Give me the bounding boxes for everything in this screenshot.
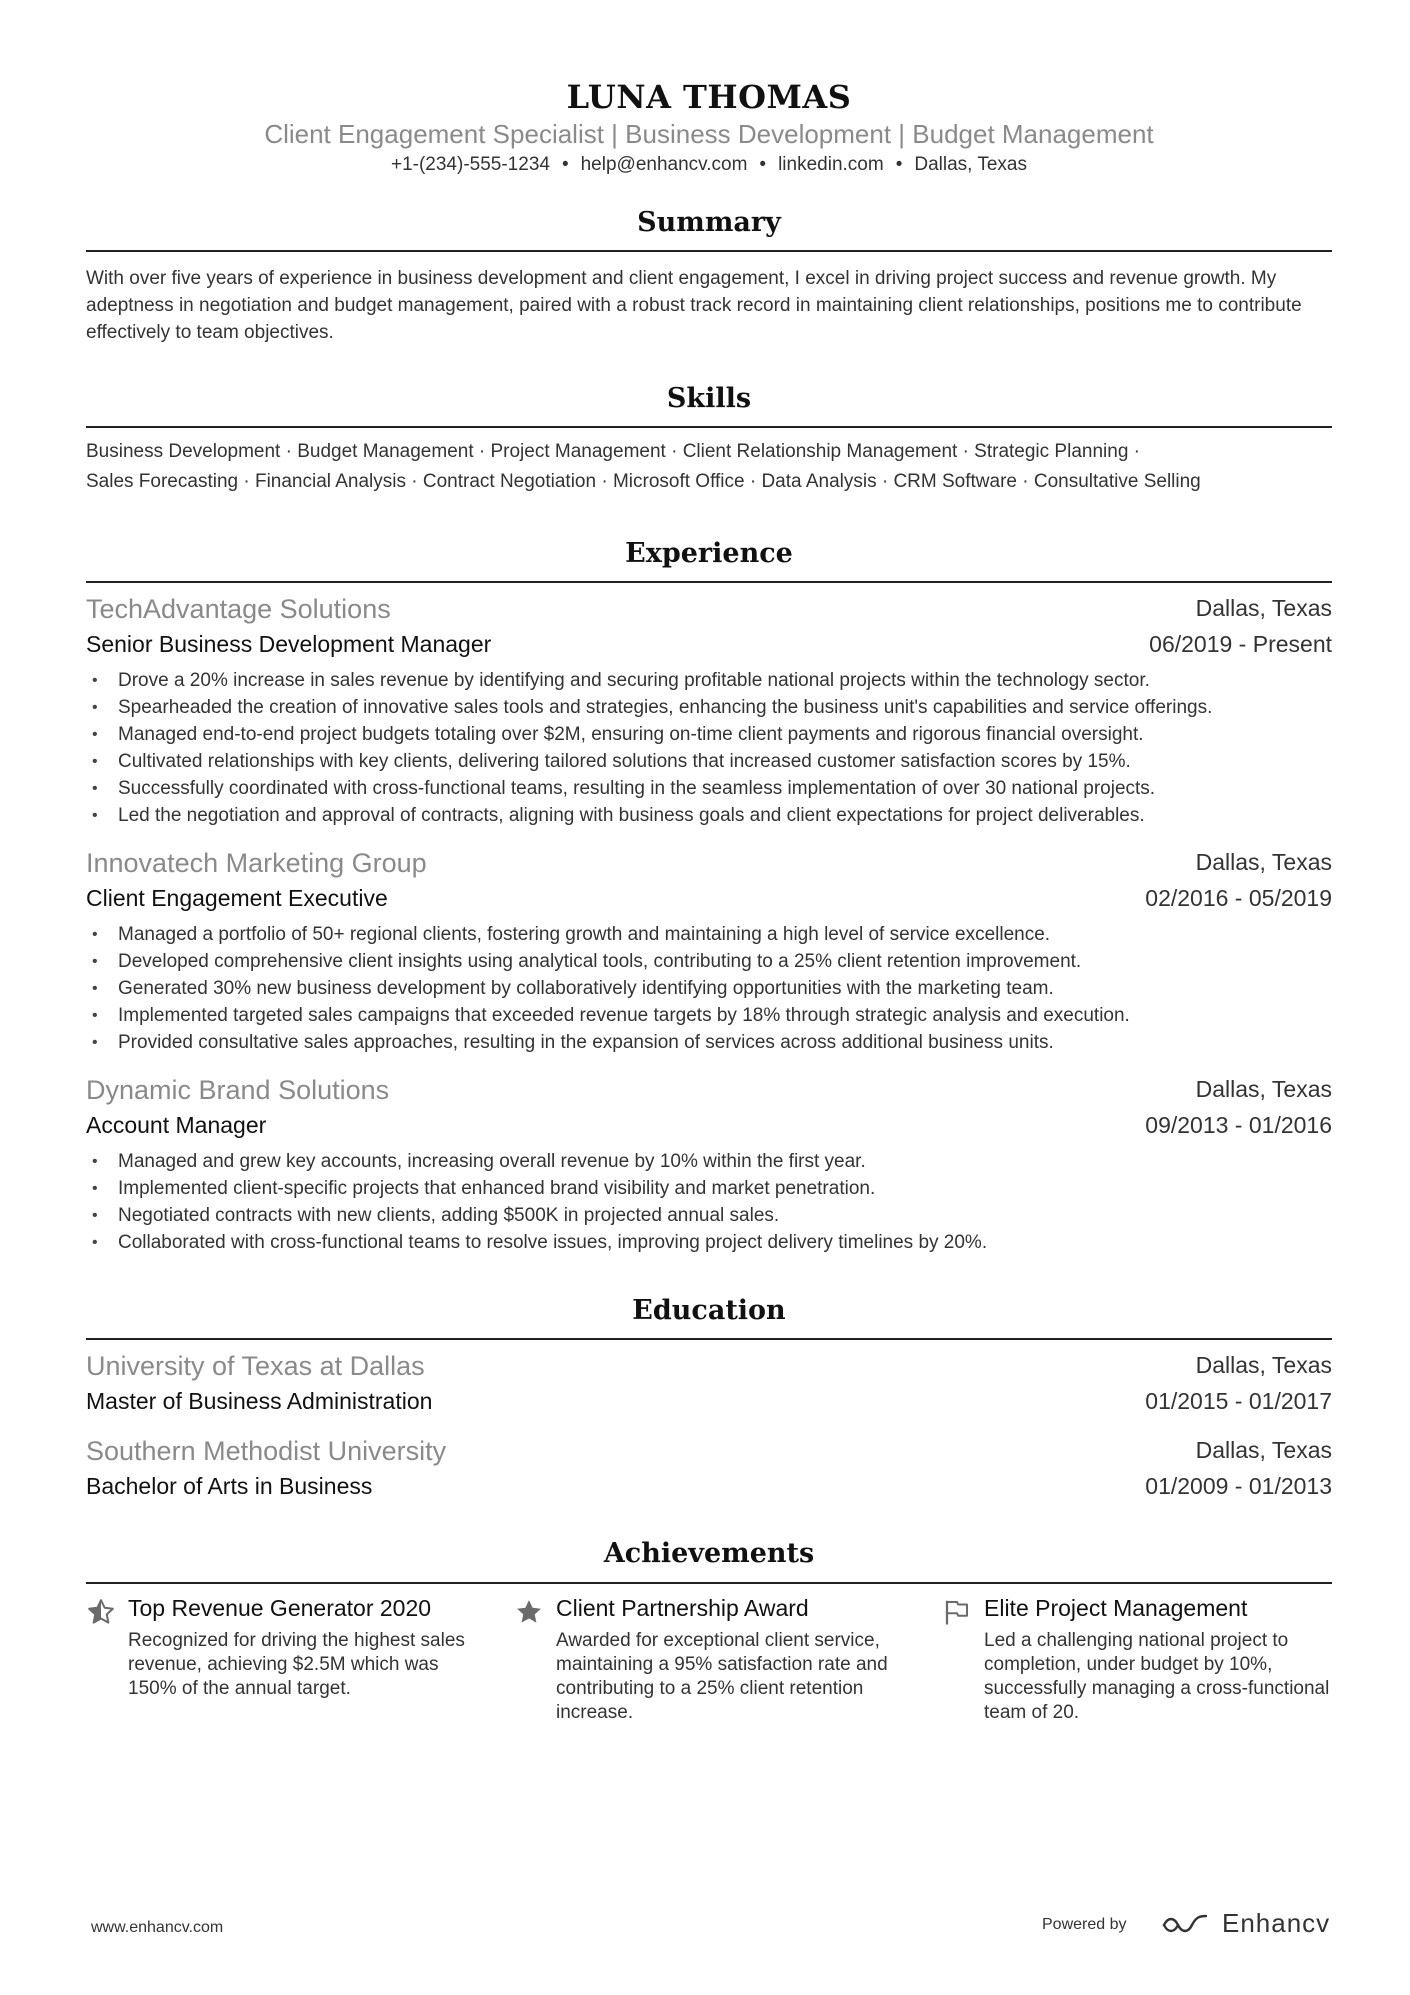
enhancv-logo-text: Enhancv	[1222, 1908, 1331, 1938]
job-company: Innovatech Marketing Group	[86, 848, 427, 878]
section-divider	[86, 250, 1332, 252]
skills-line: Business Development · Budget Management · Project Management · Client Relationship Management · Strategic Planning ·	[86, 441, 1140, 462]
star-icon	[514, 1597, 544, 1627]
job-company: TechAdvantage Solutions	[86, 594, 391, 624]
section-divider	[86, 426, 1332, 428]
separator-dot: •	[759, 154, 767, 175]
school-location: Dallas, Texas	[1195, 1352, 1332, 1378]
separator-dot: •	[895, 154, 903, 175]
achievement-title: Client Partnership Award	[556, 1595, 809, 1621]
achievement-description: Recognized for driving the highest sales revenue, achieving $2.5M which was 150% of the annual target.	[128, 1630, 465, 1699]
skills-line: Sales Forecasting · Financial Analysis · Contract Negotiation · Microsoft Office · Data Analysis · CRM Software · Consultative Selling	[86, 471, 1201, 492]
job-dates: 09/2013 - 01/2016	[1145, 1112, 1332, 1138]
footer-website[interactable]: www.enhancv.com	[91, 1919, 224, 1936]
list-item: • Implemented targeted sales campaigns that exceeded revenue targets by 18% through strategic analysis and execution.	[86, 1002, 1332, 1029]
list-item: • Successfully coordinated with cross-functional teams, resulting in the seamless implementation of over 30 national projects.	[86, 775, 1332, 802]
list-item: • Managed and grew key accounts, increasing overall revenue by 10% within the first year.	[86, 1148, 1332, 1175]
list-item: • Provided consultative sales approaches, resulting in the expansion of services across additional business units.	[86, 1029, 1332, 1056]
experience-heading: Experience	[625, 538, 793, 569]
contact-email[interactable]: help@enhancv.com	[580, 154, 748, 175]
job-bullets	[86, 1148, 1332, 1256]
contact-location: Dallas, Texas	[914, 154, 1027, 175]
flag-icon	[942, 1597, 972, 1627]
section-divider	[86, 1338, 1332, 1340]
list-item: • Collaborated with cross-functional teams to resolve issues, improving project delivery timelines by 20%.	[86, 1229, 1332, 1256]
list-item: • Spearheaded the creation of innovative sales tools and strategies, enhancing the business unit's capabilities and service offerings.	[86, 694, 1332, 721]
list-item: • Managed a portfolio of 50+ regional clients, fostering growth and maintaining a high level of service excellence.	[86, 921, 1332, 948]
school-dates: 01/2015 - 01/2017	[1145, 1388, 1332, 1414]
skills-heading: Skills	[666, 383, 752, 414]
job-location: Dallas, Texas	[1195, 1076, 1332, 1102]
enhancv-logo-icon	[1162, 1912, 1210, 1938]
list-item: • Cultivated relationships with key clients, delivering tailored solutions that increased customer satisfaction scores by 15%.	[86, 748, 1332, 775]
summary-text: With over five years of experience in business development and client engagement, I excel in driving project success and revenue growth. My adeptness in negotiation and budget management, paired with a robust track record in maintaining client relationships, positions me to contribute effectively to team objectives.	[86, 268, 1302, 343]
school-name: University of Texas at Dallas	[86, 1351, 425, 1381]
achievement-description: Awarded for exceptional client service, maintaining a 95% satisfaction rate and contributing to a 25% client retention increase.	[556, 1630, 888, 1723]
degree: Bachelor of Arts in Business	[86, 1473, 373, 1499]
section-divider	[86, 581, 1332, 583]
summary-heading: Summary	[637, 207, 781, 238]
degree: Master of Business Administration	[86, 1388, 433, 1414]
job-dates: 06/2019 - Present	[1149, 631, 1332, 657]
list-item: • Negotiated contracts with new clients, adding $500K in projected annual sales.	[86, 1202, 1332, 1229]
list-item: • Developed comprehensive client insights using analytical tools, contributing to a 25% client retention improvement.	[86, 948, 1332, 975]
school-name: Southern Methodist University	[86, 1436, 447, 1466]
list-item: • Generated 30% new business development by collaboratively identifying opportunities with the marketing team.	[86, 975, 1332, 1002]
section-divider	[86, 1582, 1332, 1584]
achievement-title: Top Revenue Generator 2020	[128, 1595, 432, 1621]
achievements-heading: Achievements	[603, 1538, 815, 1569]
job-bullets	[86, 921, 1332, 1056]
contact-phone: +1-(234)-555-1234	[390, 154, 550, 175]
list-item: • Implemented client-specific projects that enhanced brand visibility and market penetration.	[86, 1175, 1332, 1202]
list-item: • Drove a 20% increase in sales revenue by identifying and securing profitable national projects within the technology sector.	[86, 667, 1332, 694]
school-location: Dallas, Texas	[1195, 1437, 1332, 1463]
job-dates: 02/2016 - 05/2019	[1145, 885, 1332, 911]
contact-line	[86, 154, 1332, 176]
job-role: Client Engagement Executive	[86, 885, 388, 911]
candidate-name: LUNA THOMAS	[566, 78, 852, 116]
list-item: • Led the negotiation and approval of contracts, aligning with business goals and client expectations for project deliverables.	[86, 802, 1332, 829]
contact-linkedin[interactable]: linkedin.com	[778, 154, 884, 175]
job-role: Senior Business Development Manager	[86, 631, 492, 657]
list-item: • Managed end-to-end project budgets totaling over $2M, ensuring on-time client payments and rigorous financial oversight.	[86, 721, 1332, 748]
separator-dot: •	[561, 154, 569, 175]
star-half-icon	[86, 1597, 116, 1627]
education-heading: Education	[632, 1295, 786, 1326]
job-location: Dallas, Texas	[1195, 849, 1332, 875]
job-role: Account Manager	[86, 1112, 267, 1138]
job-bullets	[86, 667, 1332, 829]
job-location: Dallas, Texas	[1195, 595, 1332, 621]
candidate-title: Client Engagement Specialist | Business Development | Budget Management	[264, 119, 1154, 149]
job-company: Dynamic Brand Solutions	[86, 1075, 390, 1105]
footer-powered-by: Powered by	[1042, 1916, 1127, 1933]
achievement-title: Elite Project Management	[984, 1595, 1248, 1621]
achievement-description: Led a challenging national project to completion, under budget by 10%, successfully managing a cross-functional team of 20.	[984, 1630, 1330, 1723]
school-dates: 01/2009 - 01/2013	[1145, 1473, 1332, 1499]
